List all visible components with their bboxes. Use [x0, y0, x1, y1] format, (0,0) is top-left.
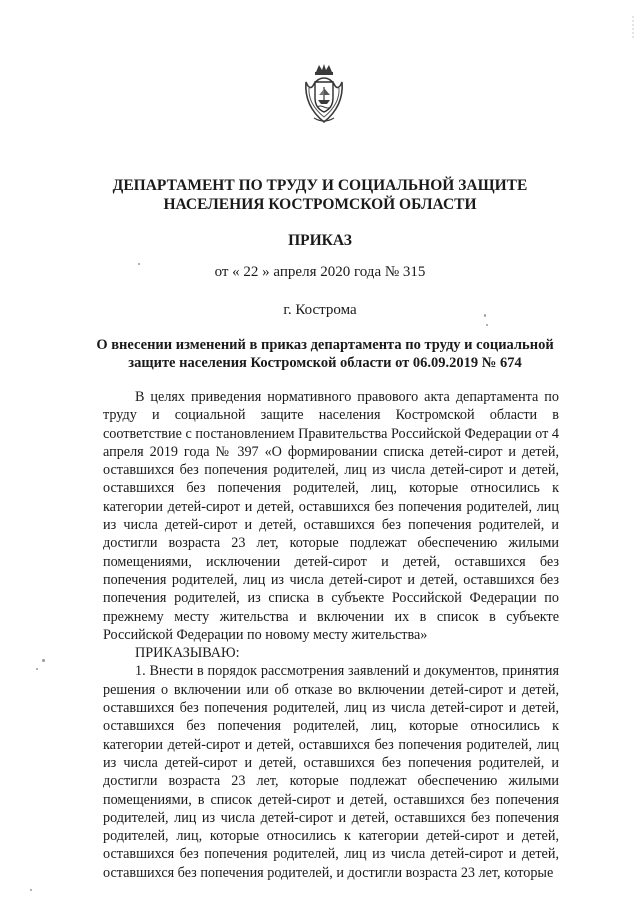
order-city: г. Кострома	[283, 302, 357, 318]
scan-speck	[36, 668, 38, 670]
department-name-line2: НАСЕЛЕНИЯ КОСТРОМСКОЙ ОБЛАСТИ	[163, 196, 477, 213]
order-title: ПРИКАЗ	[288, 232, 352, 249]
order-body	[103, 388, 559, 882]
subject-line2: защите населения Костромской области от 06.09.2019 № 674	[128, 355, 522, 371]
preamble-paragraph: В целях приведения нормативного правового акта департамента по труду и социальной защите населения Костромской области в соответствие с постановлением Правительства Российской Федерации от 4 апреля 2019 года № 397 «О формировании списка детей-сирот и детей, оставшихся без попечения родителей, лиц из числа детей-сирот и детей, оставшихся без попечения родителей, лиц, которые относились к категории детей-сирот и детей, оставшихся без попечения родителей, лиц из числа детей-сирот и детей, оставшихся без попечения родителей, и достигли возраста 23 лет, которые подлежат обеспечению жилыми помещениями, исключении детей-сирот и детей, оставшихся без попечения родителей, лиц из числа детей-сирот и детей, оставшихся без попечения родителей, из списка в субъекте Российской Федерации по прежнему месту жительства и включении их в список в субъекте Российской Федерации по новому месту жительства»	[103, 389, 559, 643]
margin-scan-mark	[628, 14, 638, 40]
scan-speck	[486, 324, 488, 326]
order-date-number: от « 22 » апреля 2020 года № 315	[214, 264, 426, 280]
order-directive-word: ПРИКАЗЫВАЮ:	[135, 645, 240, 662]
scan-speck	[30, 889, 32, 891]
scan-speck	[484, 314, 486, 317]
department-name-line1: ДЕПАРТАМЕНТ ПО ТРУДУ И СОЦИАЛЬНОЙ ЗАЩИТЕ	[112, 177, 528, 194]
item-1-paragraph: 1. Внести в порядок рассмотрения заявлений и документов, принятия решения о включении или об отказе во включении детей-сирот и детей, оставшихся без попечения родителей, лиц из числа детей-сирот и детей, оставшихся без попечения родителей, лиц, которые относились к категории детей-сирот и детей, оставшихся без попечения родителей, лиц из числа детей-сирот и детей, оставшихся без попечения родителей, и достигли возраста 23 лет, которые подлежат обеспечению жилыми помещениями, в список детей-сирот и детей, оставшихся без попечения родителей, лиц из числа детей-сирот и детей, оставшихся без попечения родителей, лиц, которые относились к категории детей-сирот и детей, оставшихся без попечения родителей, лиц из числа детей-сирот и детей, оставшихся без попечения родителей, и достигли возраста 23 лет, которые	[103, 663, 559, 881]
subject-line1: О внесении изменений в приказ департамента по труду и социальной	[96, 337, 554, 353]
scan-speck	[138, 263, 140, 265]
coat-of-arms-icon	[300, 62, 348, 126]
scan-speck	[42, 659, 45, 662]
order-subject	[95, 336, 555, 372]
